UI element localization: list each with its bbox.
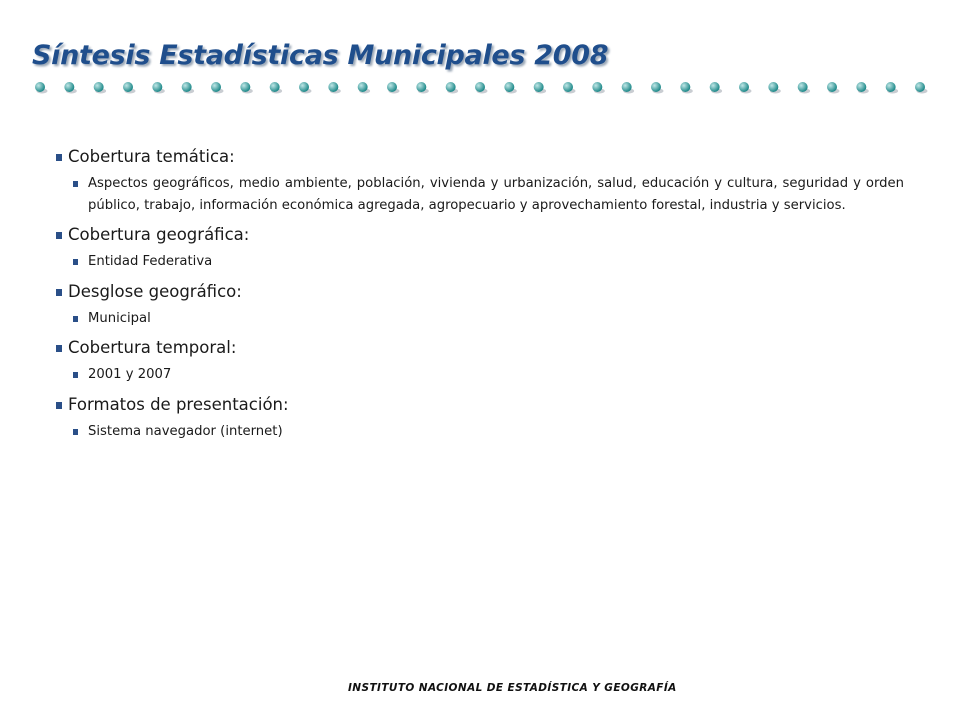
list-subitem bbox=[86, 364, 904, 386]
decorative-dot-icon bbox=[622, 82, 632, 92]
square-bullet-icon bbox=[56, 345, 62, 352]
list-subitem bbox=[86, 251, 904, 273]
subitem-text: Municipal bbox=[88, 310, 151, 326]
decorative-dot-icon bbox=[680, 82, 690, 92]
subitem-text: 2001 y 2007 bbox=[88, 367, 172, 382]
decorative-dot-icon bbox=[211, 82, 221, 92]
item-text: Cobertura temporal: bbox=[68, 338, 237, 357]
decorative-dot-icon bbox=[328, 82, 338, 92]
slide-title: Síntesis Estadísticas Municipales 2008 bbox=[32, 40, 609, 71]
decorative-dot-icon bbox=[534, 82, 544, 92]
decorative-dot-icon bbox=[651, 82, 661, 92]
decorative-dot-icon bbox=[387, 82, 397, 92]
square-bullet-icon bbox=[73, 429, 78, 435]
decorative-dot-icon bbox=[827, 82, 837, 92]
dotted-divider bbox=[30, 76, 930, 100]
decorative-dot-icon bbox=[915, 82, 925, 92]
decorative-dot-icon bbox=[123, 82, 133, 92]
item-text: Desglose geográfico: bbox=[68, 281, 242, 301]
list-item bbox=[56, 394, 904, 416]
decorative-dot-icon bbox=[299, 82, 309, 92]
decorative-dot-icon bbox=[358, 82, 368, 92]
square-bullet-icon bbox=[73, 372, 78, 378]
square-bullet-icon bbox=[73, 259, 78, 265]
square-bullet-icon bbox=[56, 154, 62, 161]
decorative-dot-icon bbox=[504, 82, 514, 92]
list-subitem bbox=[86, 421, 904, 443]
decorative-dot-icon bbox=[710, 82, 720, 92]
decorative-dot-icon bbox=[416, 82, 426, 92]
item-text: Cobertura geográfica: bbox=[68, 225, 250, 244]
list-subitem bbox=[86, 308, 904, 330]
decorative-dot-icon bbox=[182, 82, 192, 92]
decorative-dot-icon bbox=[446, 82, 456, 92]
square-bullet-icon bbox=[56, 402, 62, 409]
footer-institution: INSTITUTO NACIONAL DE ESTADÍSTICA Y GEOGRAFÍA bbox=[348, 682, 677, 694]
decorative-dot-icon bbox=[856, 82, 866, 92]
item-text: Formatos de presentación: bbox=[68, 394, 289, 414]
decorative-dot-icon bbox=[739, 82, 749, 92]
item-text: Cobertura temática: bbox=[68, 147, 235, 166]
subitem-text: Sistema navegador (internet) bbox=[88, 423, 283, 439]
decorative-dot-icon bbox=[475, 82, 485, 92]
decorative-dot-icon bbox=[270, 82, 280, 92]
subitem-text: Entidad Federativa bbox=[88, 254, 213, 269]
list-item bbox=[56, 281, 904, 303]
square-bullet-icon bbox=[73, 316, 78, 322]
square-bullet-icon bbox=[73, 181, 78, 187]
decorative-dot-icon bbox=[563, 82, 573, 92]
decorative-dot-icon bbox=[94, 82, 104, 92]
list-item bbox=[56, 146, 904, 168]
subitem-text: Aspectos geográficos, medio ambiente, población, vivienda y urbanización, salud, educación y cultura, seguridad y orden público, trabajo, información económica agregada, agropecuario y aprovechamiento forestal, industria y servicios. bbox=[88, 176, 904, 213]
decorative-dot-icon bbox=[592, 82, 602, 92]
decorative-dot-icon bbox=[240, 82, 250, 92]
list-subitem bbox=[86, 173, 904, 216]
decorative-dot-icon bbox=[886, 82, 896, 92]
bullet-list bbox=[56, 146, 904, 442]
decorative-dot-icon bbox=[35, 82, 45, 92]
decorative-dot-icon bbox=[768, 82, 778, 92]
decorative-dot-icon bbox=[64, 82, 74, 92]
decorative-dot-icon bbox=[798, 82, 808, 92]
list-item bbox=[56, 224, 904, 246]
square-bullet-icon bbox=[56, 289, 62, 296]
decorative-dot-icon bbox=[152, 82, 162, 92]
list-item bbox=[56, 337, 904, 359]
square-bullet-icon bbox=[56, 232, 62, 239]
